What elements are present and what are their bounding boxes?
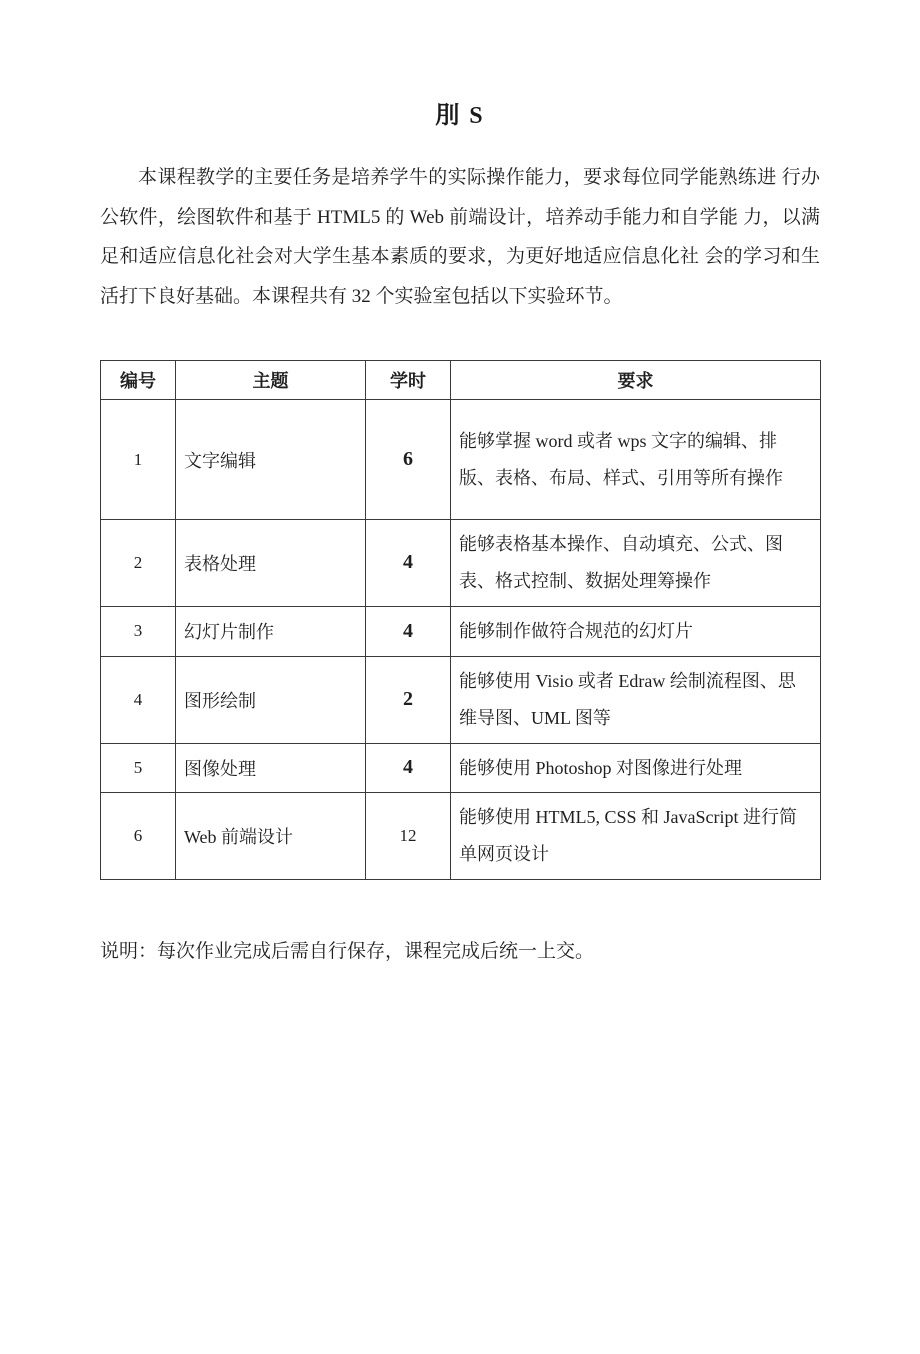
cell-topic: Web 前端设计	[176, 793, 366, 880]
table-header-row	[101, 361, 821, 400]
cell-topic: 表格处理	[176, 520, 366, 607]
cell-hours: 4	[366, 520, 451, 607]
header-topic: 主题	[176, 361, 366, 400]
cell-req: 能够表格基本操作、自动填充、公式、图表、格式控制、数据处理筹操作	[451, 520, 821, 607]
cell-hours: 2	[366, 656, 451, 743]
cell-id: 4	[101, 656, 176, 743]
course-table	[100, 360, 821, 880]
page-title: 刖 S	[435, 103, 485, 129]
footer-note: 说明：每次作业完成后需自行保存，课程完成后统一上交。	[100, 941, 595, 963]
cell-req: 能够使用 HTML5, CSS 和 JavaScript 进行简单网页设计	[451, 793, 821, 880]
cell-req: 能够制作做符合规范的幻灯片	[451, 606, 821, 656]
intro-paragraph: 本课程教学的主要任务是培养学牛的实际操作能力，要求每位同学能熟练进 行办公软件，绘图软件和基于 HTML5 的 Web 前端设计，培养动手能力和自学能 力，以满足和适应信息化社会对大学生基本素质的要求，为更好地适应信息化社 会的学习和生活打下良好基础。本课程共有 32 个实验室包括以下实验环节。	[100, 167, 820, 307]
table-row	[101, 656, 821, 743]
cell-id: 2	[101, 520, 176, 607]
cell-topic: 幻灯片制作	[176, 606, 366, 656]
cell-req: 能够掌握 word 或者 wps 文字的编辑、排版、表格、布局、样式、引用等所有操作	[451, 400, 821, 520]
cell-req: 能够使用 Photoshop 对图像进行处理	[451, 743, 821, 793]
cell-topic: 文字编辑	[176, 400, 366, 520]
table-row	[101, 743, 821, 793]
header-id: 编号	[101, 361, 176, 400]
cell-id: 5	[101, 743, 176, 793]
table-row	[101, 606, 821, 656]
table-row	[101, 400, 821, 520]
cell-topic: 图形绘制	[176, 656, 366, 743]
cell-id: 3	[101, 606, 176, 656]
cell-req: 能够使用 Visio 或者 Edraw 绘制流程图、思维导图、UML 图等	[451, 656, 821, 743]
table-row	[101, 520, 821, 607]
cell-topic: 图像处理	[176, 743, 366, 793]
header-req: 要求	[451, 361, 821, 400]
cell-hours: 4	[366, 606, 451, 656]
cell-id: 6	[101, 793, 176, 880]
cell-hours: 6	[366, 400, 451, 520]
cell-hours: 4	[366, 743, 451, 793]
cell-id: 1	[101, 400, 176, 520]
table-row	[101, 793, 821, 880]
header-hours: 学时	[366, 361, 451, 400]
cell-hours: 12	[366, 793, 451, 880]
